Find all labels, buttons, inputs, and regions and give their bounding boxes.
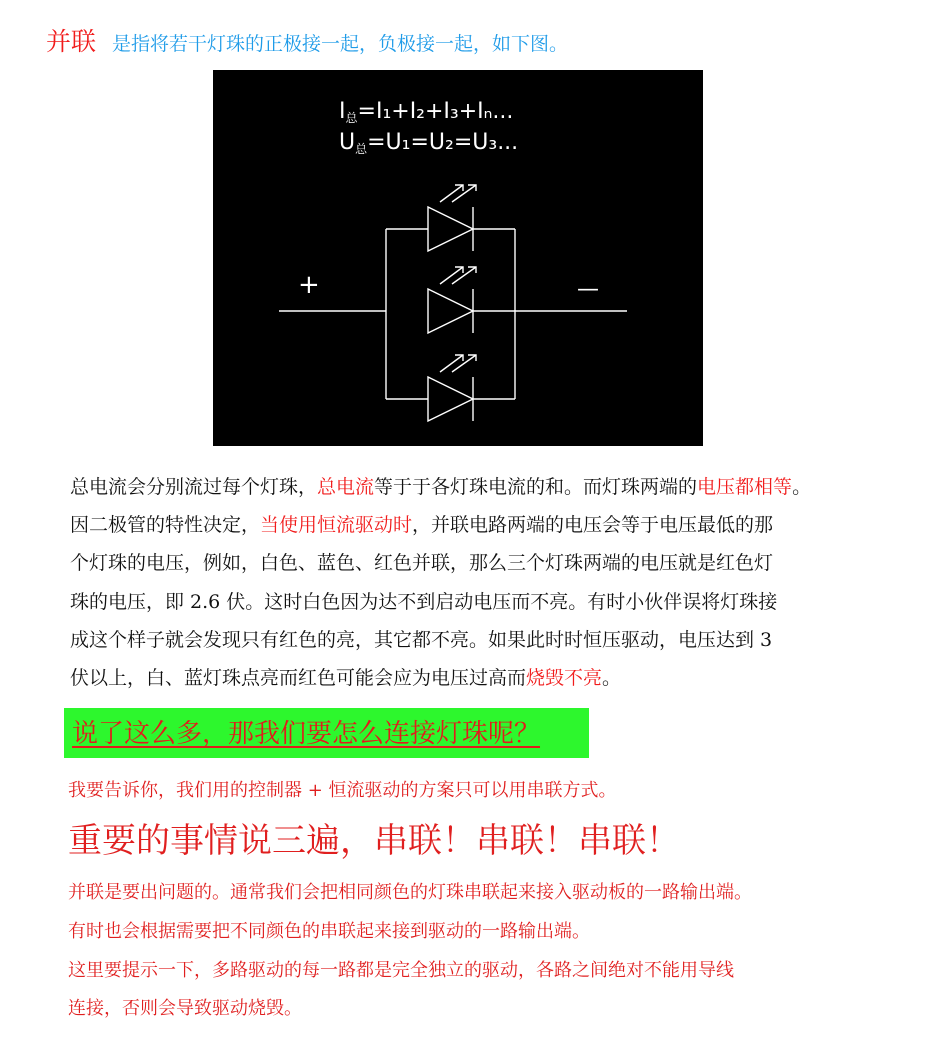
led-2 <box>428 267 476 333</box>
question-banner <box>64 708 589 758</box>
highlight-constant-current: 当使用恒流驱动时 <box>260 514 413 537</box>
current-formula: I总=I₁+I₂+I₃+Iₙ... <box>339 99 514 125</box>
paragraph-line: 个灯珠的电压，例如，白色、蓝色、红色并联，那么三个灯珠两端的电压就是红色灯 <box>70 552 774 575</box>
series-only-note: 我要告诉你，我们用的控制器 + 恒流驱动的方案只可以用串联方式。 <box>68 780 617 801</box>
paragraph-line: 珠的电压，即 2.6 伏。这时白色因为达不到启动电压而不亮。有时小伙伴误将灯珠接 <box>70 590 778 613</box>
highlight-total-current: 总电流 <box>317 476 375 498</box>
paragraph-line: 因二极管的特性决定，当使用恒流驱动时，并联电路两端的电压会等于电压最低的那 <box>70 514 774 537</box>
heading-term: 并联 <box>46 27 97 56</box>
paragraph-line: 成这个样子就会发现只有红色的亮，其它都不亮。如果此时时恒压驱动，电压达到 3 <box>70 628 773 651</box>
positive-terminal-label: + <box>298 270 320 300</box>
negative-terminal-label: — <box>577 277 599 302</box>
explanation-paragraph <box>70 468 930 697</box>
note-line: 有时也会根据需要把不同颜色的串联起来接到驱动的一路输出端。 <box>68 921 590 942</box>
note-line: 并联是要出问题的。通常我们会把相同颜色的灯珠串联起来接入驱动板的一路输出端。 <box>68 882 752 903</box>
led-1 <box>386 185 515 251</box>
highlight-voltage-equal: 电压都相等 <box>697 476 793 498</box>
warning-line: 这里要提示一下，多路驱动的每一路都是完全独立的驱动，各路之间绝对不能用导线 <box>68 960 734 981</box>
paragraph-line: 总电流会分别流过每个灯珠，总电流等于于各灯珠电流的和。而灯珠两端的电压都相等。 <box>70 476 812 498</box>
question-banner-text: 说了这么多，那我们要怎么连接灯珠呢？ <box>72 719 541 749</box>
voltage-formula: U总=U₁=U₂=U₃... <box>339 130 519 156</box>
parallel-circuit-diagram <box>213 70 703 446</box>
heading-definition: 是指将若干灯珠的正极接一起，负极接一起，如下图。 <box>112 33 569 55</box>
led-3 <box>386 355 515 421</box>
emphasis-heading: 重要的事情说三遍，串联！串联！串联！ <box>68 821 680 861</box>
section-heading <box>46 22 568 58</box>
warning-line: 连接，否则会导致驱动烧毁。 <box>68 998 302 1019</box>
highlight-burnout: 烧毁不亮 <box>526 667 603 690</box>
paragraph-line: 伏以上，白、蓝灯珠点亮而红色可能会应为电压过高而烧毁不亮。 <box>70 667 622 690</box>
